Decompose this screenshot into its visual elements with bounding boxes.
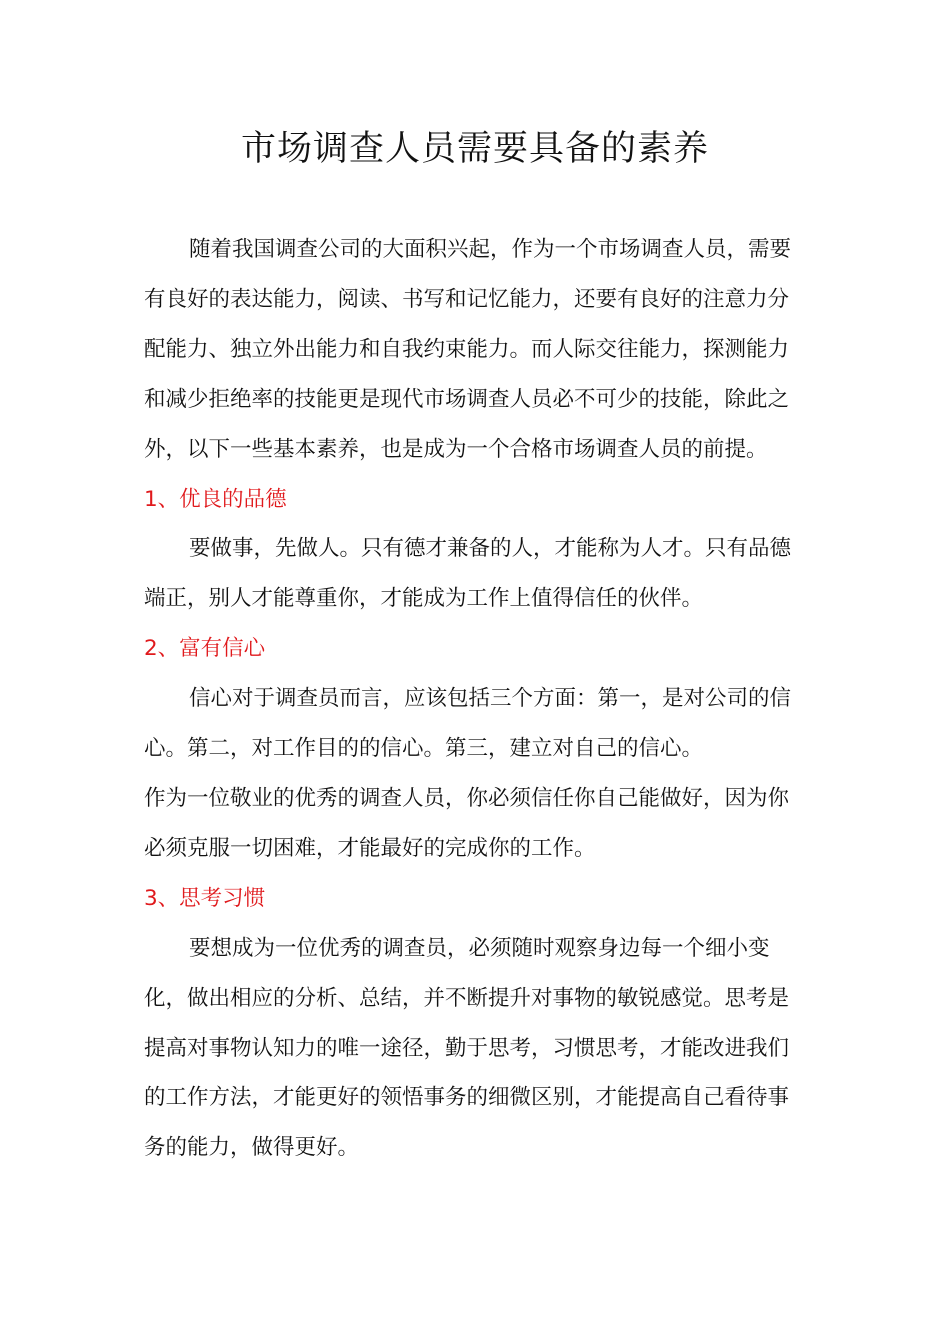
section-heading-1: 1、优良的品德	[144, 486, 287, 512]
section-heading-3: 3、思考习惯	[144, 885, 266, 911]
section-3-paragraph: 要想成为一位优秀的调查员，必须随时观察身边每一个细小变化，做出相应的分析、总结，并不断提升对事物的敏锐感觉。思考是提高对事物认知力的唯一途径，勤于思考，习惯思考，才能改进我们的工作方法，才能更好的领悟事务的细微区别，才能提高自己看待事务的能力，做得更好。	[144, 935, 790, 1161]
document-title: 市场调查人员需要具备的素养	[240, 129, 709, 169]
section-2-paragraph-2: 作为一位敬业的优秀的调查人员，你必须信任你自己能做好，因为你必须克服一切困难，才能最好的完成你的工作。	[144, 785, 790, 861]
section-2-paragraph-1: 信心对于调查员而言，应该包括三个方面：第一，是对公司的信心。第二，对工作目的的信心。第三，建立对自己的信心。	[144, 686, 792, 762]
section-heading-2: 2、富有信心	[144, 636, 266, 662]
section-1-paragraph: 要做事，先做人。只有德才兼备的人，才能称为人才。只有品德端正，别人才能尊重你，才能成为工作上值得信任的伙伴。	[144, 536, 792, 612]
document-body	[144, 225, 804, 1173]
intro-paragraph: 随着我国调查公司的大面积兴起，作为一个市场调查人员，需要有良好的表达能力，阅读、书写和记忆能力，还要有良好的注意力分配能力、独立外出能力和自我约束能力。而人际交往能力，探测能力和减少拒绝率的技能更是现代市场调查人员必不可少的技能，除此之外，以下一些基本素养，也是成为一个合格市场调查人员的前提。	[144, 237, 792, 462]
